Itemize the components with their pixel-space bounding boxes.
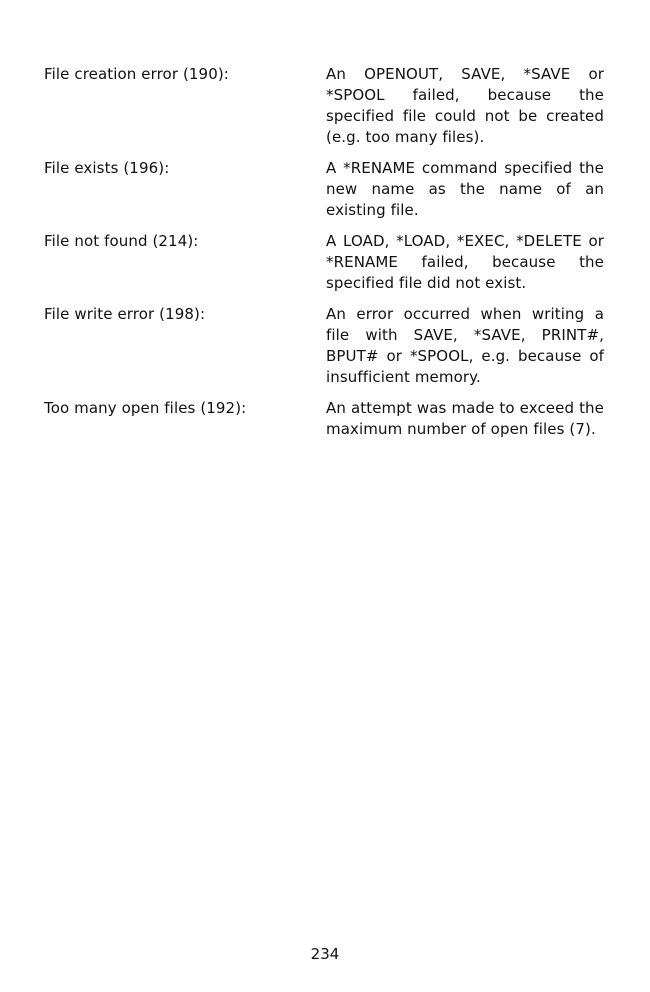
error-description: A *RENAME command specified the new name as the name of an existing file.	[326, 159, 604, 219]
error-description: An OPENOUT, SAVE, *SAVE or *SPOOL failed, because the specified file could not be created (e.g. too many files).	[326, 65, 604, 146]
error-term: File creation error (190):	[44, 65, 229, 83]
error-list	[44, 64, 606, 450]
error-entry	[44, 158, 606, 221]
page-number: 234	[310, 945, 340, 963]
error-term: File exists (196):	[44, 159, 170, 177]
error-description: An error occurred when writing a file with SAVE, *SAVE, PRINT#, BPUT# or *SPOOL, e.g. because of insufficient memory.	[326, 305, 604, 386]
error-description: An attempt was made to exceed the maximum number of open files (7).	[326, 399, 604, 438]
error-term: File not found (214):	[44, 232, 199, 250]
error-term: Too many open files (192):	[44, 399, 247, 417]
error-entry	[44, 304, 606, 388]
error-entry	[44, 398, 606, 440]
error-term: File write error (198):	[44, 305, 206, 323]
error-entry	[44, 64, 606, 148]
error-description: A LOAD, *LOAD, *EXEC, *DELETE or *RENAME failed, because the specified file did not exist.	[326, 232, 604, 292]
error-entry	[44, 231, 606, 294]
